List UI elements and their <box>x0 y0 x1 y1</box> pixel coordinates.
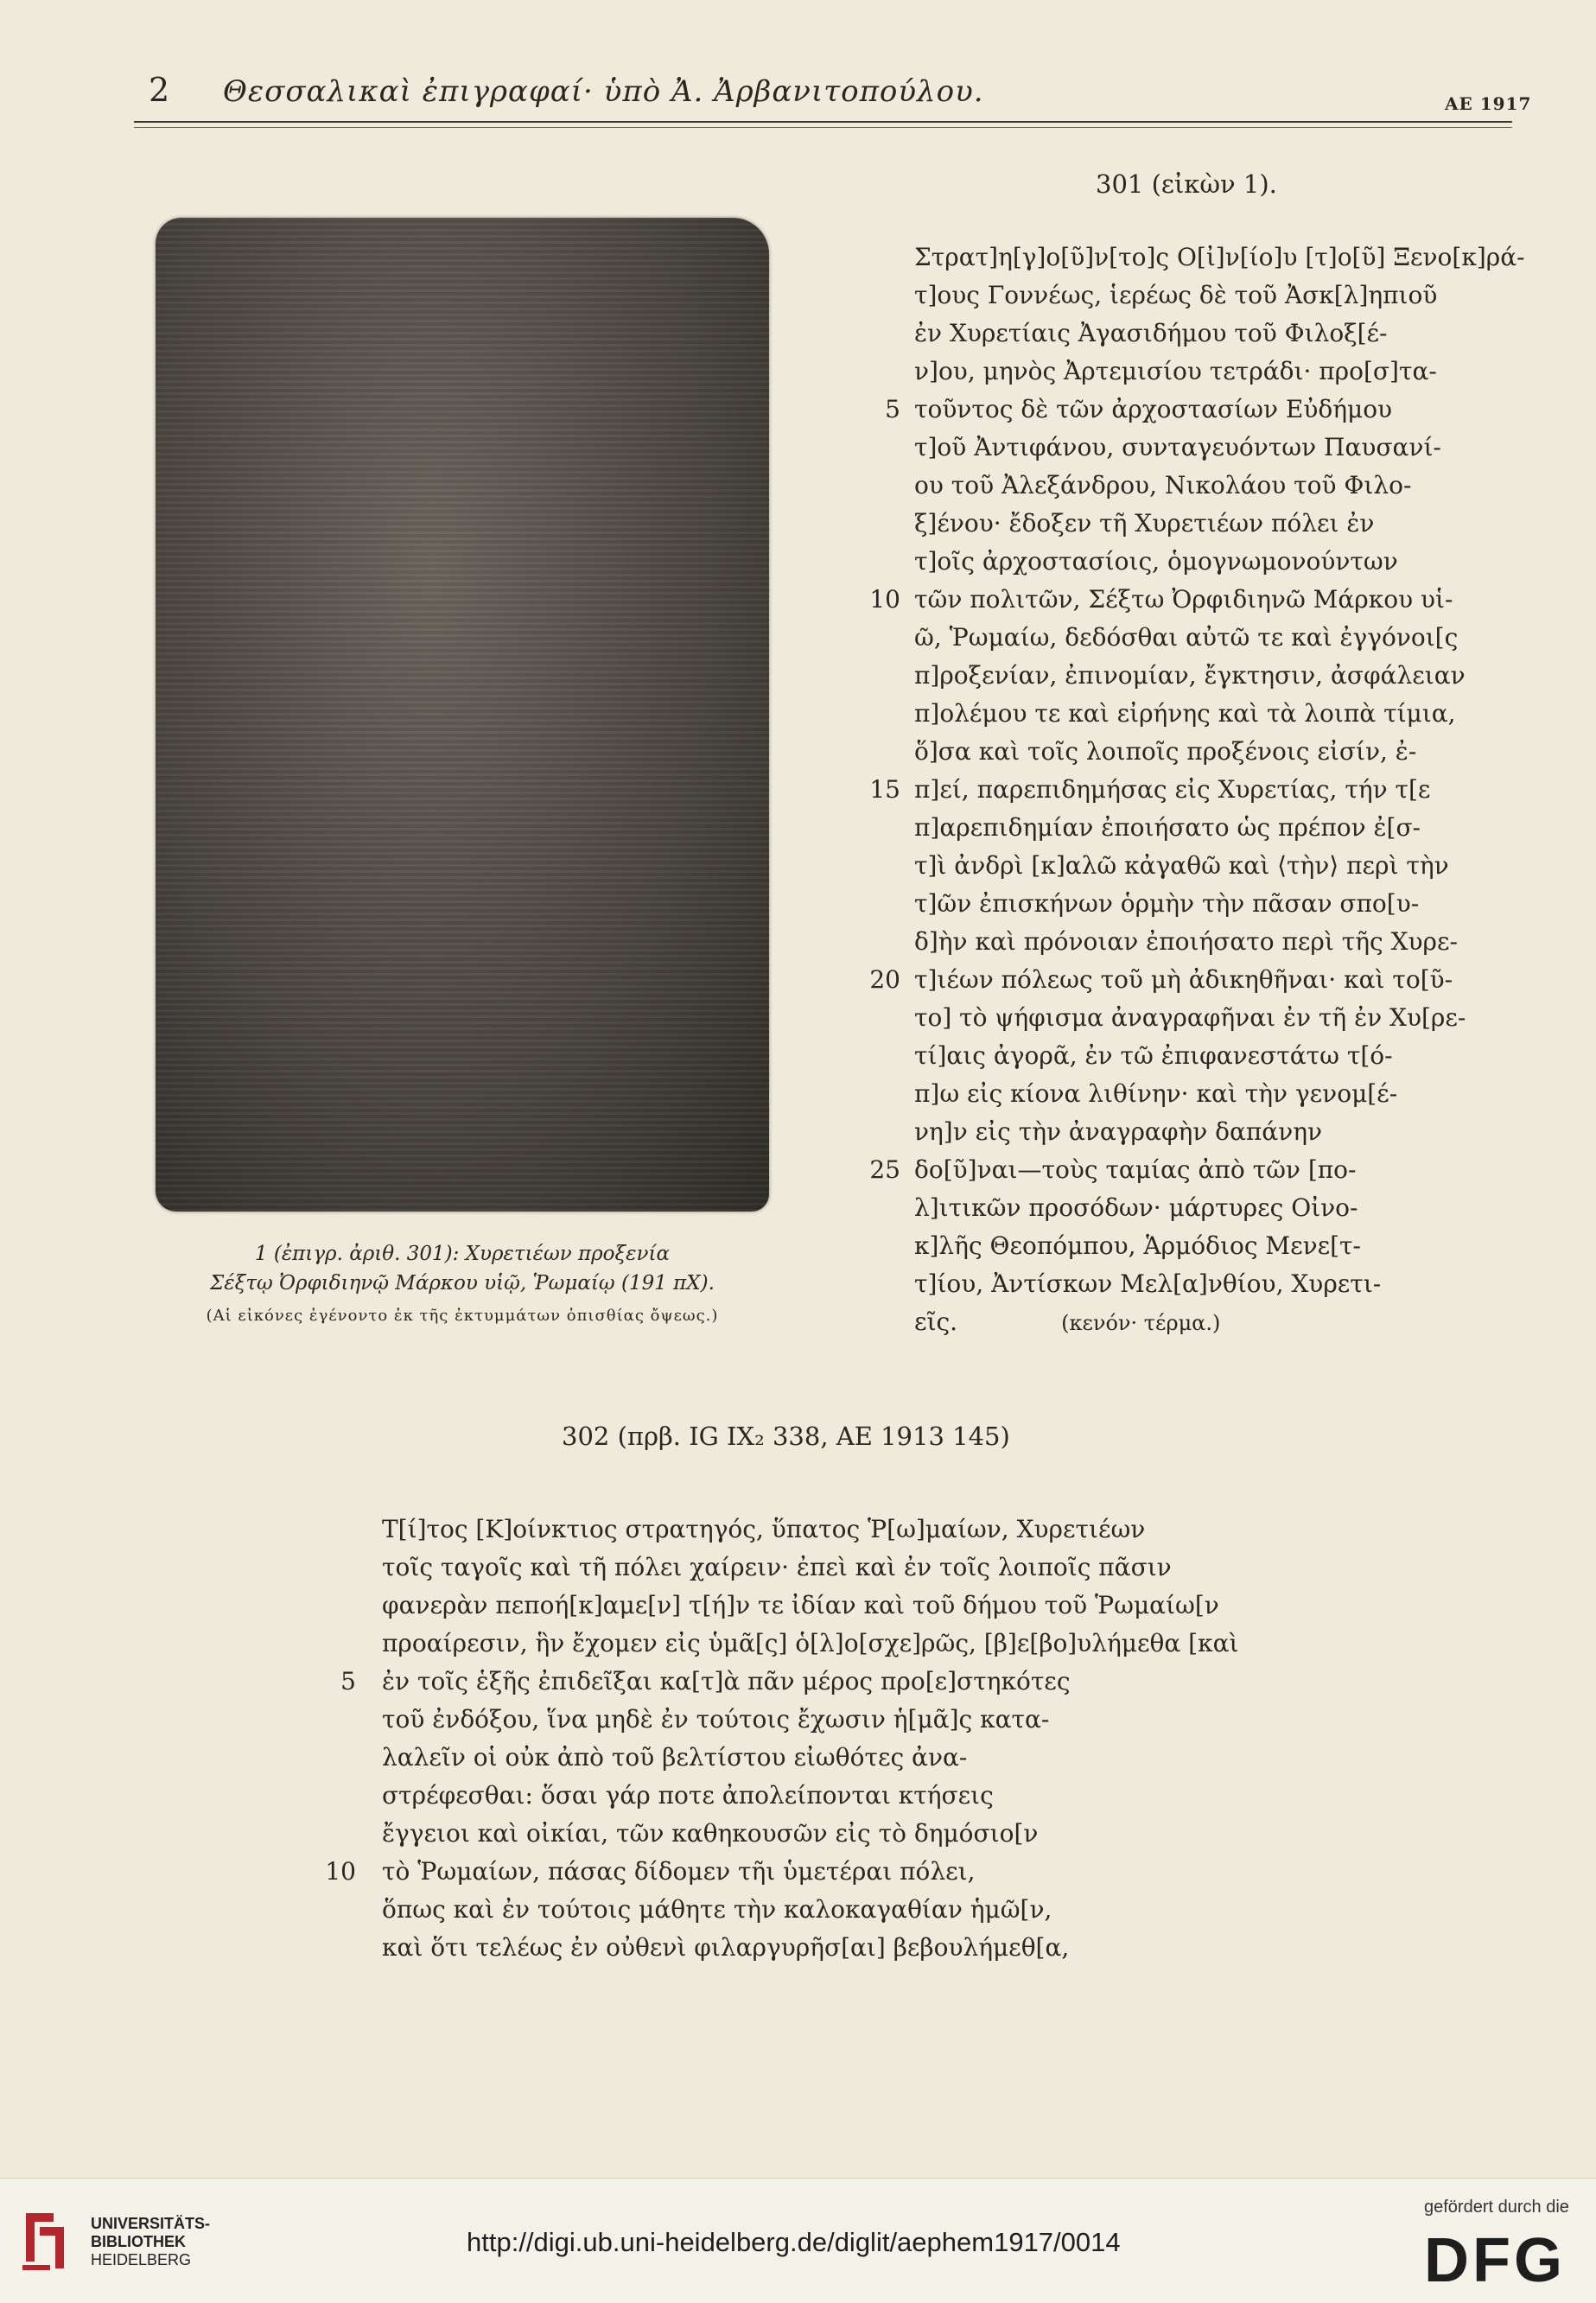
inscription-line <box>382 1511 1238 1549</box>
inscription-line <box>914 429 1525 467</box>
line-text: Στρατ]η[γ]ο[ῦ]ν[το]ς Ο[ἰ]ν[ίο]υ [τ]ο[ῦ] Ξενο[κ]ρά- <box>914 243 1525 271</box>
line-text: φανερὰν πεποή[κ]αμε[ν] τ[ή]ν τε ἰδίαν καὶ τοῦ δήμου τοῦ Ῥωμαίω[ν <box>382 1591 1219 1619</box>
inscription-photograph <box>156 218 769 1212</box>
line-text: ν]ου, μηνὸς Ἀρτεμισίου τετράδι· προ[σ]τα- <box>914 357 1437 385</box>
line-text: καὶ ὅτι τελέως ἐν οὐθενὶ φιλαργυρῆσ[αι] βεβουλήμεθ[α, <box>382 1933 1070 1962</box>
line-text: τὸ Ῥωμαίων, πάσας δίδομεν τῆι ὑμετέραι πόλει, <box>382 1857 976 1886</box>
inscription-line <box>914 467 1525 505</box>
figure-caption-line1: 1 (ἐπιγρ. ἀριθ. 301): Χυρετιέων προξενία <box>254 1243 671 1265</box>
line-text: δ]ὴν καὶ πρόνοιαν ἐποιήσατο περὶ τῆς Χυρε- <box>914 927 1458 956</box>
permalink-url[interactable]: http://digi.ub.uni-heidelberg.de/diglit/aephem1917/0014 <box>467 2227 1121 2257</box>
inscription-line <box>914 1075 1525 1113</box>
line-number: 20 <box>869 965 900 994</box>
inscription-line <box>914 1037 1525 1075</box>
line-text: ἐν τοῖς ἑξῆς ἐπιδεῖξαι κα[τ]ὰ πᾶν μέρος προ[ε]στηκότες <box>382 1667 1071 1695</box>
line-text: τ]οῖς ἀρχοστασίοις, ὁμογνωμονούντων <box>914 547 1398 576</box>
inscription-line <box>914 885 1525 923</box>
line-text: ἐν Χυρετίαις Ἀγασιδήμου τοῦ Φιλοξ[έ- <box>914 319 1388 347</box>
line-text: π]ολέμου τε καὶ εἰρήνης καὶ τὰ λοιπὰ τίμια, <box>914 699 1456 728</box>
line-text: λαλεῖν οἱ οὐκ ἀπὸ τοῦ βελτίστου εἰωθότες ἀνα- <box>382 1743 968 1772</box>
inscription-line <box>382 1625 1238 1663</box>
line-text: στρέφεσθαι: ὅσαι γάρ ποτε ἀπολείπονται κτήσεις <box>382 1781 994 1810</box>
line-text: τ]ίου, Ἀντίσκων Μελ[α]νθίου, Χυρετι- <box>914 1269 1382 1298</box>
line-text: ξ]ένου· ἔδοξεν τῆ Χυρετιέων πόλει ἐν <box>914 509 1375 538</box>
inscription-line <box>914 543 1525 581</box>
inscription-line <box>914 353 1525 391</box>
inscription-line <box>382 1777 1238 1815</box>
page-number: 2 <box>149 71 170 109</box>
line-text: τῶν πολιτῶν, Σέξτω Ὀρφιδιηνῶ Μάρκου υἱ- <box>914 585 1453 614</box>
library-name-line1: UNIVERSITÄTS- <box>91 2215 211 2232</box>
inscription-line <box>325 1853 1238 1891</box>
funding-label: gefördert durch die <box>1424 2198 1569 2217</box>
line-text: τί]αις ἀγορᾶ, ἐν τῶ ἐπιφανεστάτω τ[ό- <box>914 1041 1393 1070</box>
figure-caption-line2: Σέξτῳ Ὀρφιδιηνῷ Μάρκου υἱῷ, Ῥωμαίῳ (191 πΧ). <box>210 1272 715 1295</box>
inscription-line <box>914 1189 1525 1227</box>
inscription-line <box>914 315 1525 353</box>
line-text: κ]λῆς Θεοπόμπου, Ἁρμόδιος Μενε[τ- <box>914 1231 1361 1260</box>
end-note: (κενόν· τέρμα.) <box>1061 1311 1221 1335</box>
line-text: τοῦ ἐνδόξου, ἵνα μηδὲ ἐν τούτοις ἔχωσιν ἡ[μᾶ]ς κατα- <box>382 1705 1050 1734</box>
line-text: ὅπως καὶ ἐν τούτοις μάθητε τὴν καλοκαγαθίαν ἡμῶ[ν, <box>382 1895 1052 1924</box>
line-text: ἔγγειοι καὶ οἰκίαι, τῶν καθηκουσῶν εἰς τὸ δημόσιο[ν <box>382 1819 1039 1848</box>
line-text: το] τὸ ψήφισμα ἀναγραφῆναι ἐν τῆ ἐν Χυ[ρε- <box>914 1003 1466 1032</box>
inscription-line <box>382 1739 1238 1777</box>
header-rule-thin <box>134 127 1512 128</box>
line-number: 25 <box>869 1155 900 1184</box>
line-text: τ]ῶν ἐπισκήνων ὁρμὴν τὴν πᾶσαν σπο[υ- <box>914 889 1420 918</box>
inscription-line <box>382 1891 1238 1929</box>
inscription-line <box>382 1701 1238 1739</box>
line-text: λ]ιτικῶν προσόδων· μάρτυρες Οἰνο- <box>914 1193 1358 1222</box>
line-text: προαίρεσιν, ἣν ἔχομεν εἰς ὑμᾶ[ς] ὁ[λ]ο[σχε]ρῶς, [β]ε[βο]υλήμεθα [καὶ <box>382 1629 1239 1657</box>
inscription-line <box>382 1587 1238 1625</box>
line-text: π]αρεπιδημίαν ἐποιήσατο ὡς πρέπον ἐ[σ- <box>914 813 1421 842</box>
inscription-line <box>382 1815 1238 1853</box>
journal-label: ΑΕ 1917 <box>1445 93 1532 114</box>
inscription-line <box>869 1151 1525 1189</box>
inscription-line <box>914 809 1525 847</box>
inscription-line <box>914 695 1525 733</box>
inscription-line <box>914 619 1525 657</box>
inscription-line <box>340 1663 1238 1701</box>
inscription-line <box>914 505 1525 543</box>
inscription-line <box>914 1265 1525 1303</box>
inscription-line <box>914 847 1525 885</box>
inscription-line <box>869 581 1525 619</box>
line-text: π]ροξενίαν, ἐπινομίαν, ἔγκτησιν, ἀσφάλειαν <box>914 661 1466 690</box>
line-text: Τ[ί]τος [Κ]οίνκτιος στρατηγός, ὕπατος Ῥ[ω]μαίων, Χυρετιέων <box>382 1515 1146 1543</box>
inscription-line <box>885 391 1525 429</box>
inscription-line <box>914 1227 1525 1265</box>
line-text: τ]ιέων πόλεως τοῦ μὴ ἀδικηθῆναι· καὶ το[ῦ- <box>914 965 1453 994</box>
inscription-line <box>382 1929 1238 1967</box>
inscription-301-heading: 301 (εἰκὼν 1). <box>1096 169 1277 199</box>
line-text: εῖς. <box>914 1307 958 1336</box>
line-number: 10 <box>869 585 900 614</box>
inscription-line <box>914 923 1525 961</box>
inscription-line <box>914 1113 1525 1151</box>
line-text: ῶ, Ῥωμαίω, δεδόσθαι αὐτῶ τε καὶ ἐγγόνοι[ς <box>914 623 1459 652</box>
line-number: 5 <box>885 395 900 423</box>
inscription-line <box>914 999 1525 1037</box>
line-number: 5 <box>340 1667 356 1695</box>
inscription-line <box>914 277 1525 315</box>
inscription-302-heading: 302 (πρβ. IG IX₂ 338, ΑΕ 1913 145) <box>562 1422 1010 1451</box>
inscription-line <box>914 657 1525 695</box>
line-text: δο[ῦ]ναι—τοὺς ταμίας ἀπὸ τῶν [πο- <box>914 1155 1357 1184</box>
line-text: τ]ους Γοννέως, ἱερέως δὲ τοῦ Ἀσκ[λ]ηπιοῦ <box>914 281 1438 309</box>
footer-bar <box>0 2178 1596 2303</box>
line-text: τ]ὶ ἀνδρὶ [κ]αλῶ κἀγαθῶ καὶ ⟨τὴν⟩ περὶ τὴν <box>914 851 1449 880</box>
line-number: 15 <box>869 775 900 804</box>
line-text: τοῦντος δὲ τῶν ἀρχοστασίων Εὐδήμου <box>914 395 1393 423</box>
inscription-line <box>914 733 1525 771</box>
inscription-line <box>869 961 1525 999</box>
line-text: τοῖς ταγοῖς καὶ τῆ πόλει χαίρειν· ἐπεὶ καὶ ἐν τοῖς λοιποῖς πᾶσιν <box>382 1553 1172 1581</box>
running-title: Θεσσαλικαὶ ἐπιγραφαί· ὑπὸ Ἀ. Ἀρβανιτοπούλου. <box>223 74 984 109</box>
line-text: π]εί, παρεπιδημήσας εἰς Χυρετίας, τήν τ[ε <box>914 775 1431 804</box>
university-library-logo-icon <box>19 2210 69 2272</box>
library-name <box>91 2215 210 2269</box>
line-text: ου τοῦ Ἀλεξάνδρου, Νικολάου τοῦ Φιλο- <box>914 471 1412 499</box>
line-text: ὅ]σα καὶ τοῖς λοιποῖς προξένοις εἰσίν, ἐ- <box>914 737 1417 766</box>
inscription-302-text <box>325 1511 1239 1967</box>
line-text: νη]ν εἰς τὴν ἀναγραφὴν δαπάνην <box>914 1117 1323 1146</box>
library-name-line2: BIBLIOTHEK <box>91 2233 186 2250</box>
line-number: 10 <box>325 1857 356 1886</box>
inscription-line <box>382 1549 1238 1587</box>
library-name-line3: HEIDELBERG <box>91 2251 192 2268</box>
header-rule <box>134 121 1512 123</box>
dfg-logo: DFG <box>1424 2226 1566 2295</box>
inscription-301-text <box>869 239 1525 1341</box>
line-text: τ]οῦ Ἀντιφάνου, συνταγευόντων Παυσανί- <box>914 433 1441 461</box>
inscription-line <box>914 1303 1525 1341</box>
line-text: π]ω εἰς κίονα λιθίνην· καὶ τὴν γενομ[έ- <box>914 1079 1398 1108</box>
figure-caption-note: (Αἱ εἰκόνες ἐγένοντο ἐκ τῆς ἐκτυμμάτων ὀπισθίας ὄψεως.) <box>206 1307 719 1325</box>
inscription-line <box>869 771 1525 809</box>
inscription-line <box>914 239 1525 277</box>
